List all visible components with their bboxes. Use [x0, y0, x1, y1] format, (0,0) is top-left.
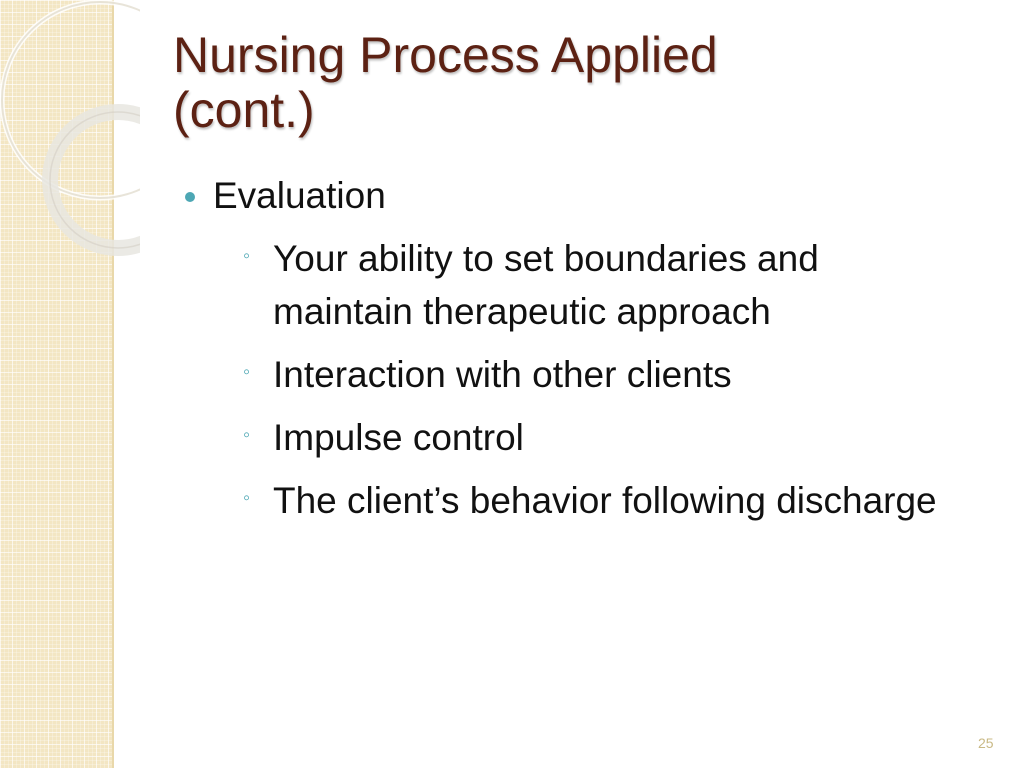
sub-bullet-list [213, 232, 945, 527]
sub-bullet-item [213, 474, 945, 527]
sub-bullet-item [213, 411, 945, 464]
bullet-list [185, 172, 945, 537]
bullet-evaluation [185, 172, 945, 527]
ring-bullet-icon: ◦ [243, 245, 251, 267]
ring-bullet-icon: ◦ [243, 424, 251, 446]
sub-bullet-text: Interaction with other clients [273, 354, 732, 395]
sub-bullet-text: Your ability to set boundaries and maintain therapeutic approach [273, 238, 819, 332]
page-number: 25 [978, 735, 994, 751]
bullet-dot-icon [185, 192, 195, 202]
bullet-label: Evaluation [213, 175, 386, 216]
sub-bullet-text: Impulse control [273, 417, 524, 458]
sub-bullet-text: The client’s behavior following discharge [273, 480, 937, 521]
ring-bullet-icon: ◦ [243, 361, 251, 383]
decorative-rings [0, 0, 140, 260]
sub-bullet-item [213, 348, 945, 401]
ring-bullet-icon: ◦ [243, 487, 251, 509]
sub-bullet-item [213, 232, 945, 338]
slide-title-line-2: (cont.) [173, 82, 315, 138]
slide-title [173, 28, 973, 138]
slide-title-line-1: Nursing Process Applied [173, 27, 718, 83]
